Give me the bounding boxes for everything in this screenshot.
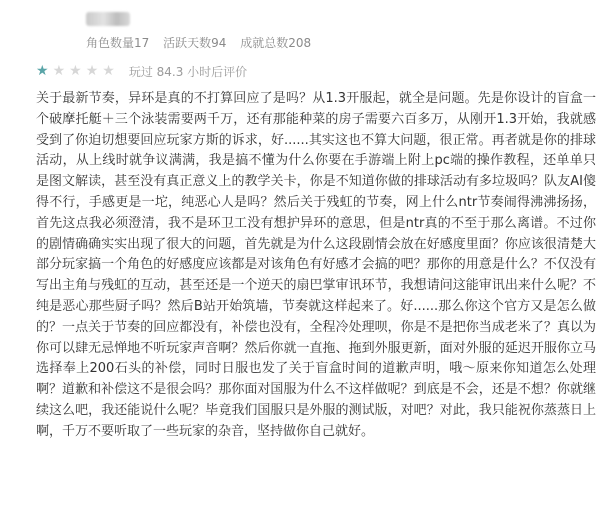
- star-icon: ★: [102, 63, 115, 79]
- star-icon: ★: [36, 63, 49, 79]
- play-time-meta: 玩过 84.3 小时后评价: [128, 64, 248, 79]
- active-days: 活跃天数94: [163, 36, 227, 50]
- star-icon: ★: [85, 63, 99, 79]
- blurred-username: [86, 12, 130, 26]
- rating-row: [36, 62, 247, 80]
- star-icon: ★: [69, 63, 82, 79]
- character-count: 角色数量17: [86, 36, 150, 50]
- reviewer-stats: [86, 34, 321, 51]
- star-icon: ★: [52, 63, 66, 79]
- total-reviews: 成就总数208: [240, 36, 312, 50]
- review-body: 关于最新节奏，异环是真的不打算回应了是吗？从1.3开服起，就全是问题。先是你设计的盲盒一个破摩托艇＋三个泳装需要两千万，还有那能种菜的房子需要六百多万，从刚开1.3开始，我就感受到了你迫切想要回应玩家方斯的诉求，好......其实这也不算大问题，很正常。再者就是你的排球活动，从上线时就争议满满，我是搞不懂为什么你要在手游端上附上pc端的操作教程，还单单只是图文解读，甚至没有真正意义上的教学关卡，你是不知道你做的排球活动有多垃圾吗？队友AI傻得不行，手感更是一坨，纯恶心人是吗？然后关于残虹的节奏，网上什么ntr节奏闹得沸沸扬扬，首先这点我必须澄清，我不是环卫工没有想护异环的意思，但是ntr真的不至于那么离谱。不过你的剧情确确实实出现了很大的问题，首先就是为什么这段剧情会放在好感度里面？你应该很清楚大部分玩家搞一个角色的好感度应该都是对该角色有好感才会搞的吧？那你的用意是什么？不仅没有写出主角与残虹的互动，甚至还是一个逆天的扇巴掌审讯环节，我想请问这能审讯出来什么呢？不纯是恶心那些厨子吗？然后B站开始筑墙，节奏就这样起来了。好......那么你这个官方又是怎么做的？一点关于节奏的回应都没有，补偿也没有，全程冷处理呗，你是不是把你当成老米了？真以为你可以肆无忌惮地不听玩家声音啊？然后你就一直拖、拖到外服更新，面对外服的延迟开服你立马选择奉上200石头的补偿，同时日服也发了关于盲盒时间的道歉声明，哦～原来你知道怎么处理啊？道歉和补偿这不是很会吗？那你面对国服为什么不这样做呢？到底是不会，还是不想？你就继续这么吧，我还能说什么呢？毕竟我们国服只是外服的测试版，对吧？对此，我只能祝你蒸蒸日上啊，千万不要听取了一些玩家的杂音，坚持做你自己就好。: [36, 91, 596, 439]
- reviewer-header: [0, 0, 600, 60]
